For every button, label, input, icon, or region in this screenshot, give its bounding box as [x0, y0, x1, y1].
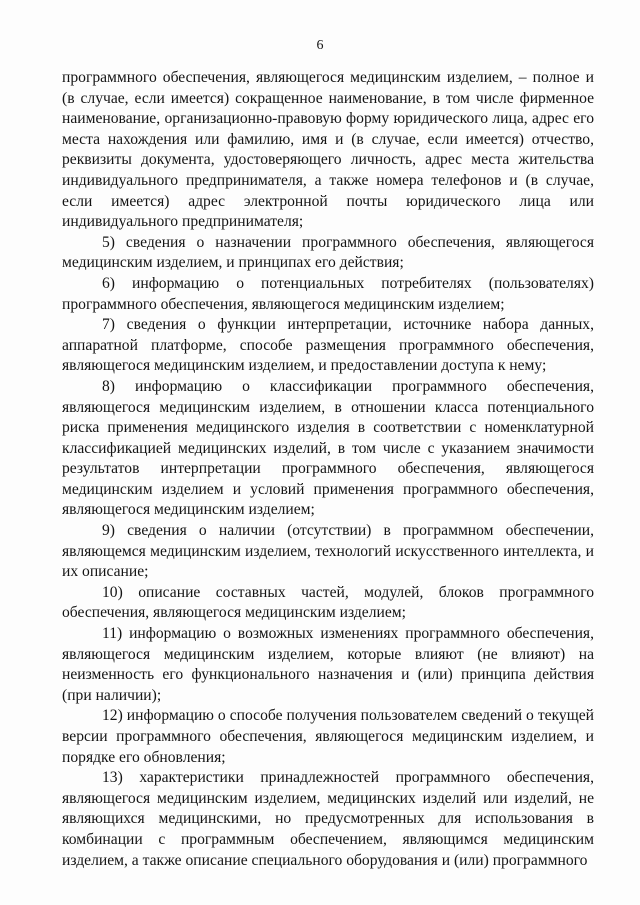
paragraph-item-6: 6) информацию о потенциальных потребителях (пользователях) программного обеспечения, являющегося медицинским изделием;: [62, 274, 594, 313]
paragraph-item-10: 10) описание составных частей, модулей, блоков программного обеспечения, являющегося медицинским изделием;: [62, 583, 594, 622]
document-body: [62, 68, 594, 871]
paragraph-item-7: 7) сведения о функции интерпретации, источнике набора данных, аппаратной платформе, способе размещения программного обеспечения, являющегося медицинским изделием, и предоставлении доступа к нему;: [62, 316, 594, 375]
page-number: 6: [316, 38, 324, 53]
paragraph-item-11: 11) информацию о возможных изменениях программного обеспечения, являющегося медицинским изделием, которые влияют (не влияют) на неизменность его функционального назначения и (или) принципа действия (при наличии);: [62, 625, 594, 704]
paragraph-item-9: 9) сведения о наличии (отсутствии) в программном обеспечении, являющемся медицинским изделием, технологий искусственного интеллекта, и их описание;: [62, 522, 594, 581]
paragraph-item-13: 13) характеристики принадлежностей программного обеспечения, являющегося медицинским изделием, медицинских изделий или изделий, не являющихся медицинскими, но предусмотренных для использования в комбинации с программным обеспечением, являющимся медицинским изделием, а также описание специального оборудования и (или) программного: [62, 769, 594, 869]
paragraph-item-12: 12) информацию о способе получения пользователем сведений о текущей версии программного обеспечения, являющегося медицинским изделием, и порядке его обновления;: [62, 707, 594, 766]
paragraph-item-5: 5) сведения о назначении программного обеспечения, являющегося медицинским изделием, и принципах его действия;: [62, 233, 594, 272]
paragraph-item-8: 8) информацию о классификации программного обеспечения, являющегося медицинским изделием, в отношении класса потенциального риска применения медицинского изделия в соответствии с номенклатурной классификацией медицинских изделий, в том числе с указанием значимости результатов интерпретации программного обеспечения, являющегося медицинским изделием и условий применения программного обеспечения, являющегося медицинским изделием;: [62, 377, 594, 519]
paragraph-continuation: программного обеспечения, являющегося медицинским изделием, – полное и (в случае, если имеется) сокращенное наименование, в том числе фирменное наименование, организационно-правовую форму юридического лица, адрес его места нахождения или фамилию, имя и (в случае, если имеется) отчество, реквизиты документа, удостоверяющего личность, адрес места жительства индивидуального предпринимателя, а также номера телефонов и (в случае, если имеется) адрес электронной почты юридического лица или индивидуального предпринимателя;: [62, 69, 594, 231]
